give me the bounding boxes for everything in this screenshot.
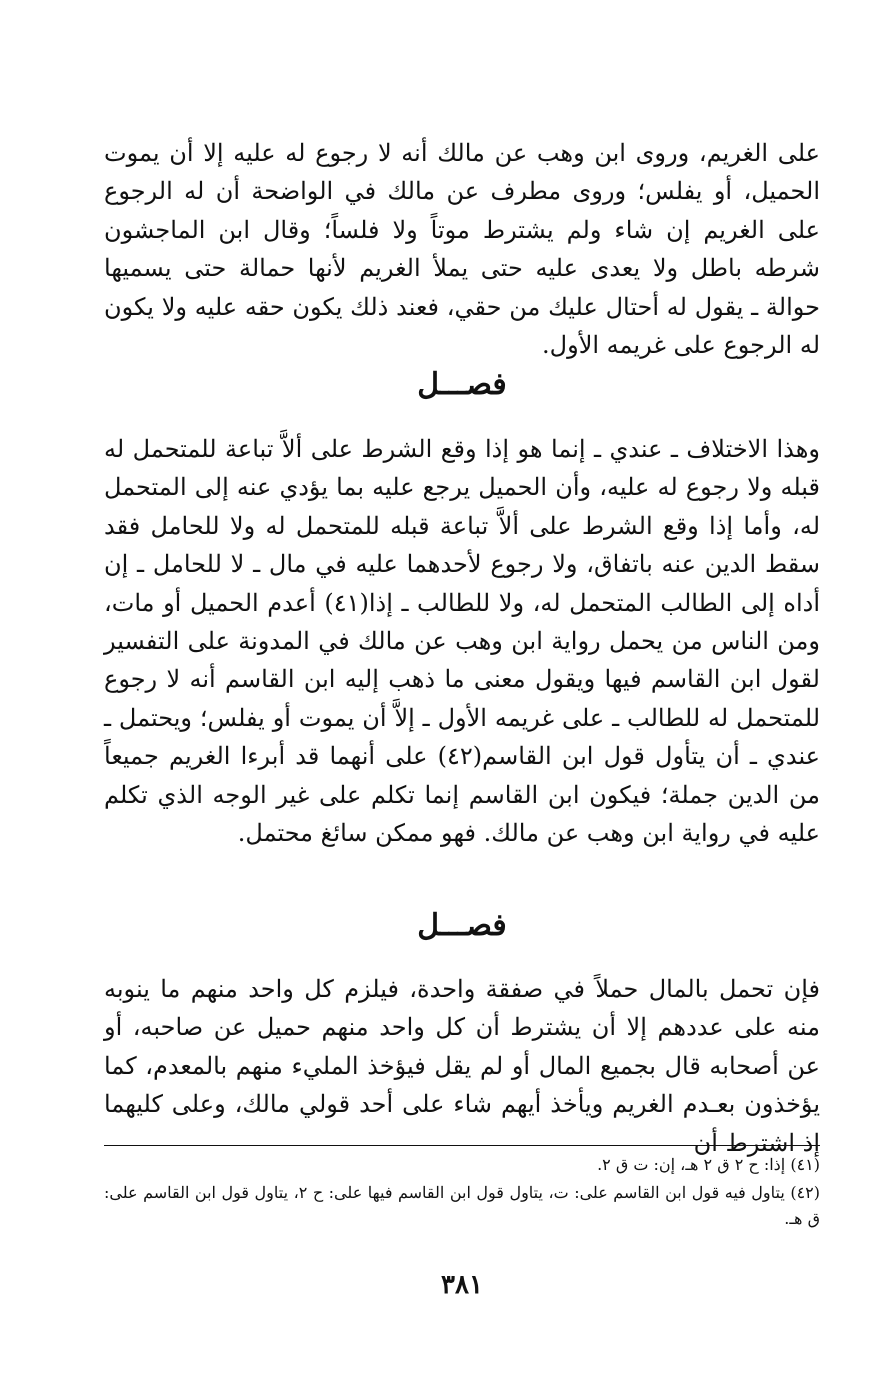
page-number: ٣٨١ — [441, 1270, 483, 1300]
section-heading-2: فصـــل — [417, 908, 507, 943]
paragraph-3: فإن تحمل بالمال حملاً في صفقة واحدة، فيلزم كل واحد منهم ما ينوبه منه على عددهم إلا أن يشترط أن كل واحد منهم حميل عن صاحبه، أو عن أصحابه قال بجميع المال أو لم يقل فيؤخذ المليء منهم بالمعدم، كما يؤخذون بعـدم الغريم ويأخذ أيهم شاء على أحد قولي مالك، وعلى كليهما إذ اشترط أن — [104, 975, 820, 1157]
paragraph-2: وهذا الاختلاف ـ عندي ـ إنما هو إذا وقع الشرط على ألاَّ تباعة للمتحمل له قبله ولا رجوع له عليه، وأن الحميل يرجع عليه بما يؤدي عنه إلى المتحمل له، وأما إذا وقع الشرط على ألاَّ تباعة قبله للمتحمل له ولا للحامل فقد سقط الدين عنه باتفاق، ولا رجوع لأحدهما عليه في مال ـ لا للحامل ـ إن أداه إلى الطالب المتحمل له، ولا للطالب ـ إذا(٤١) أعدم الحميل أو مات، ومن الناس من يحمل رواية ابن وهب عن مالك في المدونة على التفسير لقول ابن القاسم فيها ويقول معنى ما ذهب إليه ابن القاسم أنه لا رجوع للمتحمل له للطالب ـ على غريمه الأول ـ إلاَّ أن يموت أو يفلس؛ ويحتمل ـ عندي ـ أن يتأول قول ابن القاسم(٤٢) على أنهما قد أبرءا الغريم جميعاً من الدين جملة؛ فيكون ابن القاسم إنما تكلم على غير الوجه الذي تكلم عليه في رواية ابن وهب عن مالك. فهو ممكن سائغ محتمل. — [104, 435, 820, 848]
footnote-divider — [104, 1145, 820, 1146]
footnote-41: (٤١) إذا: ح ٢ ق ٢ هـ، إن: ت ق ٢. — [597, 1155, 820, 1174]
paragraph-1: على الغريم، وروى ابن وهب عن مالك أنه لا رجوع له عليه إلا أن يموت الحميل، أو يفلس؛ وروى مطرف عن مالك في الواضحة أن له الرجوع على الغريم إن شاء ولم يشترط موتاً ولا فلساً؛ وقال ابن الماجشون شرطه باطل ولا يعدى عليه حتى يملأ الغريم لأنها حمالة حتى يسميها حوالة ـ يقول له أحتال عليك من حقي، فعند ذلك يكون حقه عليه ولا يكون له الرجوع على غريمه الأول. — [104, 139, 820, 360]
section-heading-1: فصـــل — [417, 367, 507, 402]
footnote-42: (٤٢) يتاول فيه قول ابن القاسم على: ت، يتاول قول ابن القاسم فيها على: ح ٢، يتاول قول ابن القاسم على: ق هـ. — [104, 1183, 820, 1228]
